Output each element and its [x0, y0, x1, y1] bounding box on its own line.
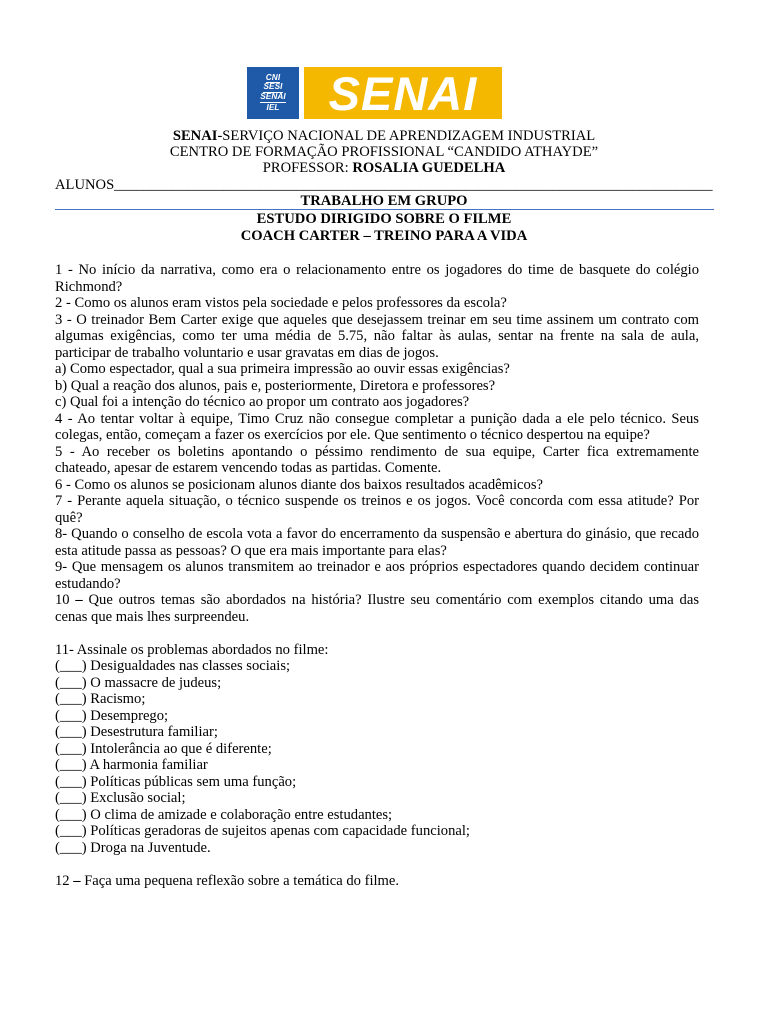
question-3a: a) Como espectador, qual a sua primeira impressão ao ouvir essas exigências?	[55, 361, 510, 377]
question-12-text: Faça uma pequena reflexão sobre a temática do filme.	[80, 872, 400, 889]
checklist-item: (___) Desemprego;	[55, 707, 169, 724]
header-professor	[0, 160, 768, 177]
checklist-item: (___) O clima de amizade e colaboração entre estudantes;	[55, 806, 393, 823]
professor-name: ROSALIA GUEDELHA	[352, 160, 506, 176]
checklist-item: (___) Droga na Juventude.	[55, 839, 211, 856]
question-6: 6 - Como os alunos se posicionam alunos diante dos baixos resultados acadêmicos?	[55, 476, 543, 493]
header-center: CENTRO DE FORMAÇÃO PROFISSIONAL “CANDIDO ATHAYDE”	[169, 144, 599, 160]
logo-line: IEL	[266, 102, 280, 112]
senai-logo	[247, 67, 502, 119]
question-11: 11- Assinale os problemas abordados no filme:	[55, 641, 329, 658]
checklist-item: (___) Racismo;	[55, 691, 146, 707]
header-institution-name: -SERVIÇO NACIONAL DE APRENDIZAGEM INDUSTRIAL	[217, 128, 596, 144]
logo-partner-block	[247, 67, 299, 119]
question-3c: c) Qual foi a intenção do técnico ao propor um contrato aos jogadores?	[55, 394, 470, 410]
title-film: COACH CARTER – TREINO PARA A VIDA	[240, 228, 528, 244]
professor-label: PROFESSOR:	[262, 160, 353, 176]
checklist-item: (___) A harmonia familiar	[55, 757, 208, 773]
header-institution-acronym: SENAI	[172, 128, 218, 144]
question-12-dash: –	[73, 872, 81, 889]
question-2: 2 - Como os alunos eram vistos pela sociedade e pelos professores da escola?	[55, 295, 507, 311]
question-3: 3 - O treinador Bem Carter exige que aqueles que desejassem treinar em seu time assinem um contrato com algumas exigências, como ter uma média de 5.75, não faltar às aulas, sentar na frente na sala de aula, participar de trabalho voluntario e usar gravatas em dias de jogos.	[55, 311, 699, 361]
title-group-work: TRABALHO EM GRUPO	[300, 193, 468, 209]
checklist-item: (___) Exclusão social;	[55, 790, 186, 806]
logo-line: CNI	[265, 72, 281, 82]
title-study: ESTUDO DIRIGIDO SOBRE O FILME	[256, 211, 512, 227]
question-5: 5 - Ao receber os boletins apontando o péssimo rendimento de sua equipe, Carter fica extremamente chateado, apesar de estarem vencendo todas as partidas. Comente.	[55, 443, 699, 476]
question-4: 4 - Ao tentar voltar à equipe, Timo Cruz não consegue completar a punição dada a ele pelo técnico. Seus colegas, então, começam a fazer os exercícios por ele. Que sentimento o técnico despertou na equipe?	[55, 410, 699, 443]
question-12	[55, 873, 699, 890]
checklist-item: (___) Desestrutura familiar;	[55, 724, 218, 740]
question-10-dash: –	[75, 592, 83, 608]
question-3b: b) Qual a reação dos alunos, pais e, posteriormente, Diretora e professores?	[55, 377, 496, 394]
checklist-item: (___) Desigualdades nas classes sociais;	[55, 658, 291, 674]
header-institution	[0, 128, 768, 145]
question-10-number: 10	[55, 592, 76, 608]
checklist-item: (___) O massacre de judeus;	[55, 674, 222, 691]
question-9: 9- Que mensagem os alunos transmitem ao treinador e aos próprios espectadores quando decidem continuar estudando?	[55, 559, 699, 592]
question-10	[55, 592, 699, 625]
checklist-item: (___) Intolerância ao que é diferente;	[55, 740, 272, 757]
logo-line: SENAI	[260, 92, 286, 102]
questions-body	[55, 262, 699, 889]
checklist-item: (___) Políticas geradoras de sujeitos apenas com capacidade funcional;	[55, 823, 470, 839]
question-1: 1 - No início da narrativa, como era o relacionamento entre os jogadores do time de basquete do colégio Richmond?	[55, 262, 699, 295]
question-8: 8- Quando o conselho de escola vota a favor do encerramento da suspensão e abertura do ginásio, que recado esta atitude passa as pessoas? O que era mais importante para elas?	[55, 526, 699, 559]
question-7: 7 - Perante aquela situação, o técnico suspende os treinos e os jogos. Você concorda com essa atitude? Por quê?	[55, 493, 699, 526]
logo-line: SESI	[263, 82, 283, 92]
question-10-text: Que outros temas são abordados na história? Ilustre seu comentário com exemplos citando uma das cenas que mais lhes surpreendeu.	[55, 592, 699, 625]
logo-brand: SENAI	[304, 67, 502, 119]
checklist-item: (___) Políticas públicas sem uma função;	[55, 773, 297, 790]
spacer	[55, 625, 699, 642]
students-line: ALUNOS__________________________________________________________________________________	[55, 177, 713, 193]
spacer	[55, 856, 699, 873]
question-12-number: 12	[55, 872, 74, 889]
